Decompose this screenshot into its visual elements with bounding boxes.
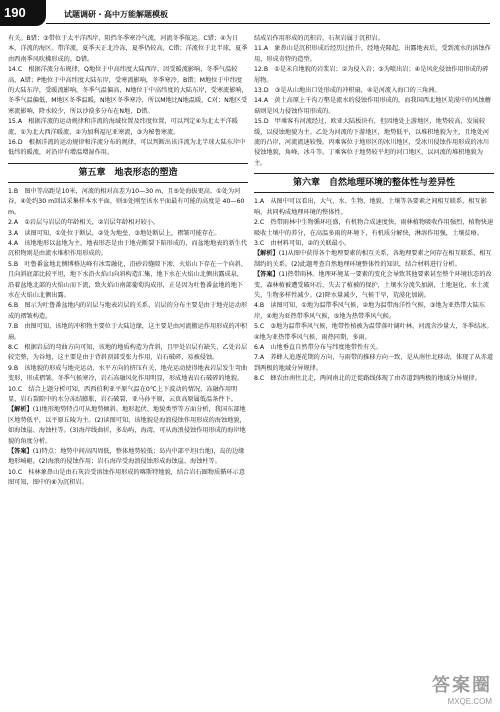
answer-item: 有关。B错；③带位于太平洋西岸，阻挡冬季寒冷气流，河流冬季航运。C错；④为日本，洋流的海区。带洋流，夏季天正北冷冻，夏季仍较高，C错；洋流位于北半球，夏季由西南季风吹拂形成的。D错。 [8,35,248,63]
chapter-title: 第五章 地表形态的塑造 [8,163,248,183]
answer-item: 4.A 该地地形以盆地为主，地表形态是由于地壳断裂下陷形成的，而盆地地表的新生代沉积物则是由流水堆积作用形成的。 [8,239,248,258]
answer-item: 8.C 蜂农由南往北走，两间南北的迁徙路线体现了由赤道到两极的地域分异规律。 [254,375,481,383]
page-number: 190 [4,5,26,20]
page-number-tab [0,0,46,26]
answer-label: 【答案】 [254,271,279,279]
analysis-paragraph [254,249,494,270]
answer-item: 15.A 根据洋流的运动规律和洋流的海域位置及纬度位置，可以判定④为北太平洋暖流，①为北大西洋暖流，②为加利福尼亚寒流，③为秘鲁寒流。 [8,118,238,136]
analysis-text: (1)从图中获得各个地理要素的相互关系，各地理要素之间存在相互联系、相互制约的关系。(2)此题考查自然地理环境整体性的知识，结合材料进行分析。 [254,250,492,268]
answer-item: 16.D 根据洋流的运动规律和洋流分布的规律，可以判断出该洋流为北半球大陆东岸中低纬的暖流，对沿岸有增温增湿作用。 [8,139,246,157]
answer-item: 8.C 根据岩层的弯曲方向可知，该地的地质构造为背斜，且甲处岩层有缺失，乙处岩层较完整，为谷地，这主要是由于背斜顶部受张力作用，岩石破碎，易被侵蚀。 [8,343,248,362]
answer-item: 11.A 象鼻山是沉积形成后经历过抬升，经地壳隆起，出露地表后，受到流水的溶蚀作用，形成奇特的造型。 [254,45,491,63]
answer-item: 3.A 读图可知，①处位于断层，②处为地垒，③地处断层上，褶皱可能存在。 [8,229,221,237]
left-column [8,34,248,489]
answer-item: 5.B 吐鲁番盆地北侧博格达峰有冰雪融化，沿砂岩缝隙下渗，火焰山下存在一个向斜，且向斜底部比较平坦，地下水沿火焰山向斜构造汇集，地下水在火焰山北侧出露成泉，沿着盆地北部的火焰山而下流，致火焰山南部葡萄沟成形，正是因为吐鲁番盆地的地下水在火焰山北侧出露。 [8,260,248,299]
watermark-logo: 答案圈 [432,675,492,696]
watermark [432,671,492,706]
answer-item: 6.B 图示为吐鲁番盆地内的岩层与地表岩层的关系，岩层的分布主要是由于地壳运动形成的褶皱构造。 [8,302,248,320]
page-header [0,0,500,26]
answer-paragraph [8,447,248,468]
answer-item: 7.A 养蜂人追逐花期的方向，与雨带的推移方向一致，是从南往北移动，体现了从赤道到两极的地域分异规律。 [254,354,494,372]
header-rule [46,23,490,24]
analysis-label: 【解析】 [254,250,279,258]
answer-item: 5.C ③地为温带季风气候，地带性植被为温带落叶阔叶林，河流含沙量大，冬季结冰。④地为亚热带季风气候，雨热同期，多雨。 [254,323,493,341]
answer-item: 1.A 从图中可以看出，大气、水、生物、地貌、土壤等各要素之间相互联系、相互影响，共同构成地理环境的整体性。 [254,198,487,216]
analysis-text: (1)地形地势特点可从地势倾斜、地形起伏、地貌类型等方面分析，我国东部地区地势低平，以平原丘陵为主。(2)读图可知，该地貌是海浪侵蚀作用形成的海蚀地貌，如海蚀崖、海蚀柱等。(3)海岸线曲折，多岛屿，海湾，可从海浪侵蚀作用形成的海岸地貌的角度分析。 [8,406,246,445]
book-title: 试题调研・高中万能解题模板 [64,10,168,19]
answer-item: 10.C 结合上题分析可知，西西伯利亚平原气温在0℃上下波动的情况，冻融作用明显，岩石裂隙中的水分冻结膨胀，岩石破裂，亚马孙平原，云贵高原属低温条件下。 [8,385,238,403]
answer-item: 6.A 山地垂直自然带分布与纬度地带性有关。 [254,343,382,351]
chapter-title: 第六章 自然地理环境的整体性与差异性 [254,173,494,193]
analysis-label: 【解析】 [8,406,33,414]
answer-item: 12.B ①是未自地貌的岩浆岩；②为侵入岩；③为喷出岩；④是风化侵蚀作用形成的碎屑物。 [254,66,489,84]
right-column [254,34,494,385]
answer-item: 15.D 甲乘客有河流经过，欧亚大陆板块有，但因地处上游地区，地势较高，发展较缓，以侵蚀地貌为主。乙处为河流的下游地区，地势低平，以堆积地貌为主，且地处河流的凸岸，河流流速较慢。丙乘客位于地形区的冰川地区，受冰川侵蚀作用形成的冰川侵蚀地貌，角峰、冰斗等。丁乘客位于地势较平坦的河口地区，以河流的堆积地貌为主。 [254,118,490,167]
answer-label: 【答案】 [8,448,33,456]
answer-text: (1)热带雨林。地理环境某一要素的变化会导致其他要素甚至整个环境状态的改变，森林植被遭受破坏后，失去了植被的保护，土壤水分流失加剧，土地退化，水土流失，生物多样性减少。(2)降水量减少，气候干旱，荒漠化加剧。 [254,271,492,299]
answer-item: 2.A ①岩层与岩层的年龄相关，②岩层年龄相对较小。 [8,219,160,227]
answer-item: 1.B 图中等高距是10米，河流的相对高差为10—30 m，且⑤处海拔更高，①处为河谷，④处约30 m回话采集样本水平面，则⑤处刚至该水平面最有可能的高度是 40—60 m。 [8,187,245,216]
answer-item: 3.C 由材料可知，②的关联最小。 [254,239,351,247]
answer-item: 14.A 黄土高原上千沟万壑是流水的侵蚀作用形成的，而我国西北地区荒漠中的风蚀蘑菇则是风力侵蚀作用形成的。 [254,97,491,115]
answer-item: 4.B 读图可知，①地为温带季风气候，②地为温带海洋性气候，③地为亚热带大陆东岸，④地为亚热带季风气候，⑤地为热带季风气候。 [254,302,485,320]
analysis-paragraph [8,405,248,447]
answer-item: 9.B 该地貌的形成与地壳运动、水平方向的挤压有关，地壳运动使得地表岩层发生弯曲变形，形成褶皱。冬季气候寒冷，岩石冻融风化作用明显，形成地表岩石破碎的地貌。 [8,364,248,383]
answer-item: 结成岩作用形成的沉积岩，石灰岩属于沉积岩。 [254,35,384,42]
answer-item: 14.C 根据洋流分布规律，Q地位于中高纬度大陆西岸，因受暖流影响，冬季气温较高，A错；P地位于中高纬度大陆东岸，受寒流影响，冬季寒冷，B错；M地位于中纬度的大陆东岸，受暖流影响，冬季气温偏高，N地位于中高纬度的大陆东岸，受寒流影响，冬季气温偏低，M地区冬季温暖，N地区冬季寒冷，所以M地比N地温暖，C对；N地区受寒流影响，降水较少，所以沙漠多分布在N地，D错。 [8,66,248,115]
answer-item: 2.C 热带雨林中生物循环旺盛，有机物合成速度快，雨林植物吸收作用强烈，植物快速吸收土壤中的养分，在高温多雨的环境下，有机质分解快，淋溶作用强，土壤贫瘠。 [254,219,494,237]
answer-item: 13.D ③是从山地出口处形成的冲积扇，④是河流入海口的三角洲。 [254,87,441,95]
answer-paragraph [254,270,494,301]
answer-text: (1)特点：地势中间高四周低，整体地势较低；岛内中部平坦(台地)，岛的边缘地形崎岖。(2)海浪的侵蚀作用；岩石海岸受海浪侵蚀形成海蚀崖、海蚀柱等。 [8,448,245,466]
watermark-url: MXQE.COM [447,697,492,706]
answer-item: 10.C 桂林象鼻山是由石灰岩受溶蚀作用形成的喀斯特地貌，结合岩石圈物质循环示意图可知，图中的⑥为沉积岩。 [8,468,245,487]
answer-item: 7.B 由图可知，该地的冲积物主要位于大陆边缘，这主要是由河流搬运作用形成的冲积扇。 [8,323,248,341]
